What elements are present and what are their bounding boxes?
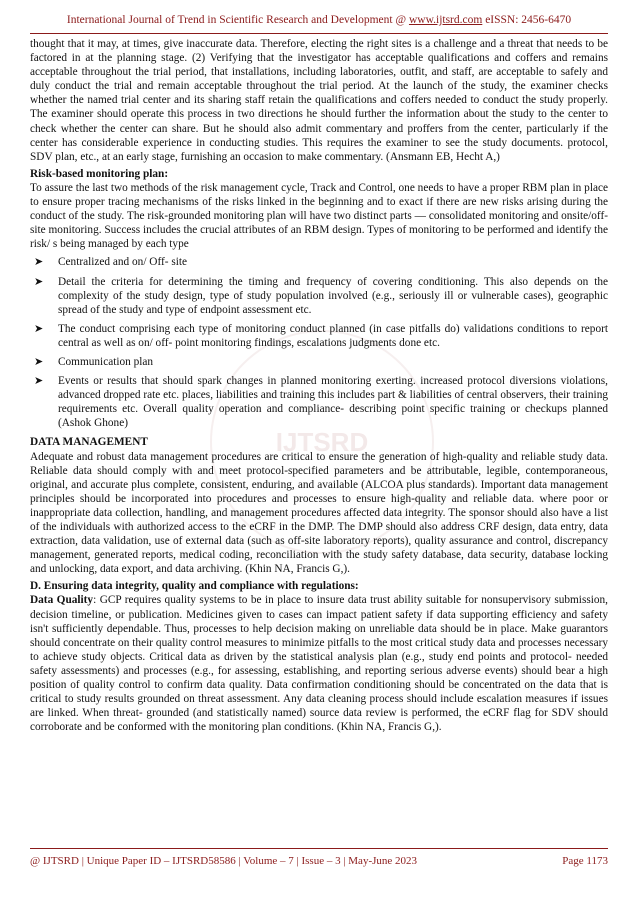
data-quality-label: Data Quality [30,594,94,607]
bullet-item [30,355,608,369]
paragraph-data-quality [30,593,608,734]
bullet-text: Events or results that should spark changes in planned monitoring exerting. increased protocol diversions violations, advanced dropped rate etc. places, liabilities and training this includes part & liabilities of central observers, their training requirements etc. Overall quality operation and compliance- describing point specific training or checkups planned (Ashok Ghone) [58,375,608,430]
monitoring-bullet-list [30,255,608,430]
bullet-text: Detail the criteria for determining the timing and frequency of covering conditioning. This also depends on the complexity of the study design, type of study population involved (e.g., seriously ill or vulnerable cases), geographic spread of the study and type of endpoint assessment etc. [58,275,608,316]
arrow-bullet-icon: ➤ [34,322,44,335]
article-body [30,37,608,734]
watermark-text: IJTSRD [275,426,369,457]
bullet-item [30,275,608,317]
bullet-item [30,374,608,430]
heading-data-integrity: D. Ensuring data integrity, quality and compliance with regulations: [30,580,359,593]
footer-paper-info: @ IJTSRD | Unique Paper ID – IJTSRD58586 | Volume – 7 | Issue – 3 | May-June 2023 [30,855,418,867]
journal-url-link[interactable]: www.ijtsrd.com [408,14,483,26]
heading-rbm-plan: Risk-based monitoring plan: [30,167,169,180]
arrow-bullet-icon: ➤ [34,256,44,269]
journal-header [0,14,638,26]
paragraph-data-management: Adequate and robust data management procedures are critical to ensure the generation of high-quality and reliable study data. Reliable data should comply with and meet protocol-specified parameters and be attributable, legible, contemporaneous, original, and accurate plus complete, consistent, enduring, and available (ALCOA plus standards). Important data management principles should be incorporated into procedures and processes to ensure high-quality and reliable data. where poor or inappropriate data collection, handling, and management procedures affected data integrity. The sponsor should also have a list of the individuals with authorized access to the eCRF in the DMP. The DMP should also address CRF design, data entry, data extraction, data validation, use of external data (such as off-site laboratory reports), quality assurance and control, discrepancy management, generated reports, medical coding, reconciliation with the study safety database, data security, database locking and unlocking, data export, and data archiving. (Khin NA, Francis G,). [30,450,608,576]
arrow-bullet-icon: ➤ [34,375,44,388]
bullet-item [30,322,608,350]
journal-issn: eISSN: 2456-6470 [482,14,572,26]
data-quality-text: : GCP requires quality systems to be in place to insure data trust ability suitable for nonsupervisory submission, decision timeline, or publication. Medicines given to cases can impact patient safety if data supporting efficiency and safety isn't sufficiently dependable. Thus, processes to help decision making on unreliable data should be in place. Make guarantors should concentrate on their quality control measures to minimize pitfalls to the most critical study data and processes necessary to achieve study objects. Critical data as driven by the statistical analysis plan (e.g., study end points and protocol- needed safety assessments) and processes (e.g., for assessing, establishing, and reporting serious adverse events) should bear a high position of quality control to confirm data quality. Data confirmation conditioning should be concentrated on the data that is critical to study results grounded on threat assessment. Any data cleaning process should include escalation measures if issues are linked. When threat- grounded (and statistically named) source data review is performed, the eCRF flag for SDV should corroborate and be conformed with the monitoring plan conditions. (Khin NA, Francis G,). [30,594,609,734]
page-footer [30,855,608,867]
journal-name: International Journal of Trend in Scientific Research and Development @ [66,14,409,26]
footer-divider [30,848,608,849]
heading-data-management: DATA MANAGEMENT [30,436,148,449]
paragraph-site-selection: thought that it may, at times, give inaccurate data. Therefore, electing the right sites is a challenge and a threat that needs to be factored in at the planning stage. (2) Verifying that the investigator has acceptable qualifications and coffers and remains acceptable throughout the trial period, that installations, including laboratories, outfit, and staff, are acceptable to safely and duly conduct the trial and remain acceptable throughout the trial period. At the launch of the study, the examiner checks whether the named trial center and its sharing staff retain the qualifications and coffers needed to conduct the study properly. The examiner should operate this process in two directions he should further the information about the study to the center to check whether the center can share. But he should also admit commentary and proffers from the center, particularly if the center has considerable experience in conducting studies. This requires the examiner to see the study documents. protocol, SDV plan, etc., at an early stage, furnishing an occasion to make commentary. (Ansmann EB, Hecht A,) [30,38,608,163]
paragraph-rbm-plan: To assure the last two methods of the risk management cycle, Track and Control, one needs to have a proper RBM plan in place to ensure proper tracing mechanisms of the risks linked in the beginning and to exact if there are new risks arising during the conduct of the study. The risk-grounded monitoring plan will have two distinct parts — consolidated monitoring and onsite/off-site monitoring. Success includes the crucial attributes of an RBM design. Types of monitoring to be performed and identify the risk/ s being managed by each type [30,181,608,251]
bullet-text: Centralized and on/ Off- site [58,256,188,269]
bullet-text: Communication plan [58,355,154,368]
bullet-text: The conduct comprising each type of monitoring conduct planned (in case pitfalls do) validations conditions to report central as well as on/ off- point monitoring findings, escalations judgments done etc. [58,322,608,349]
page-number: Page 1173 [562,855,608,867]
bullet-item [30,255,608,269]
arrow-bullet-icon: ➤ [34,275,44,288]
arrow-bullet-icon: ➤ [34,355,44,368]
header-divider [30,33,608,34]
